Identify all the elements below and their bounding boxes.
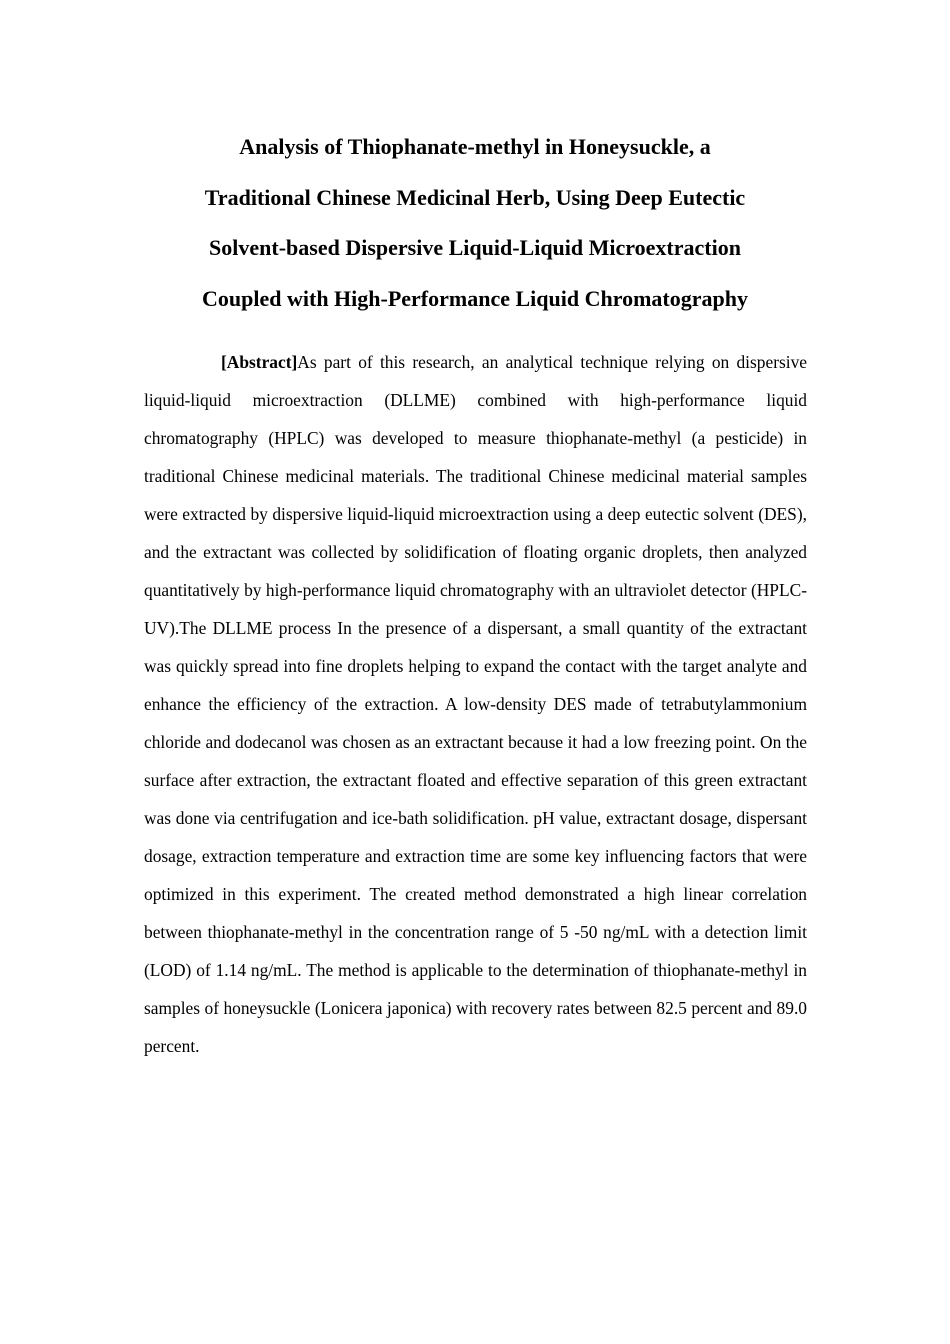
abstract-label: [Abstract] [221,352,298,372]
abstract-paragraph [144,343,807,1065]
title-line: Solvent-based Dispersive Liquid-Liquid Microextraction [209,235,741,260]
abstract-text: As part of this research, an analytical technique relying on dispersive liquid-liquid microextraction (DLLME) combined with high-performance liquid chromatography (HPLC) was developed to measure thiophanate-methyl (a pesticide) in traditional Chinese medicinal materials. The traditional Chinese medicinal material samples were extracted by dispersive liquid-liquid microextraction using a deep eutectic solvent (DES), and the extractant was collected by solidification of floating organic droplets, then analyzed quantitatively by high-performance liquid chromatography with an ultraviolet detector (HPLC-UV).The DLLME process In the presence of a dispersant, a small quantity of the extractant was quickly spread into fine droplets helping to expand the contact with the target analyte and enhance the efficiency of the extraction. A low-density DES made of tetrabutylammonium chloride and dodecanol was chosen as an extractant because it had a low freezing point. On the surface after extraction, the extractant floated and effective separation of this green extractant was done via centrifugation and ice-bath solidification. pH value, extractant dosage, dispersant dosage, extraction temperature and extraction time are some key influencing factors that were optimized in this experiment. The created method demonstrated a high linear correlation between thiophanate-methyl in the concentration range of 5 -50 ng/mL with a detection limit (LOD) of 1.14 ng/mL. The method is applicable to the determination of thiophanate-methyl in samples of honeysuckle (Lonicera japonica) with recovery rates between 82.5 percent and 89.0 percent. [144,352,807,1056]
paper-title [140,122,810,324]
title-line: Coupled with High-Performance Liquid Chromatography [202,285,748,311]
title-line: Traditional Chinese Medicinal Herb, Using Deep Eutectic [204,184,746,210]
title-line: Analysis of Thiophanate-methyl in Honeysuckle, a [239,134,711,159]
